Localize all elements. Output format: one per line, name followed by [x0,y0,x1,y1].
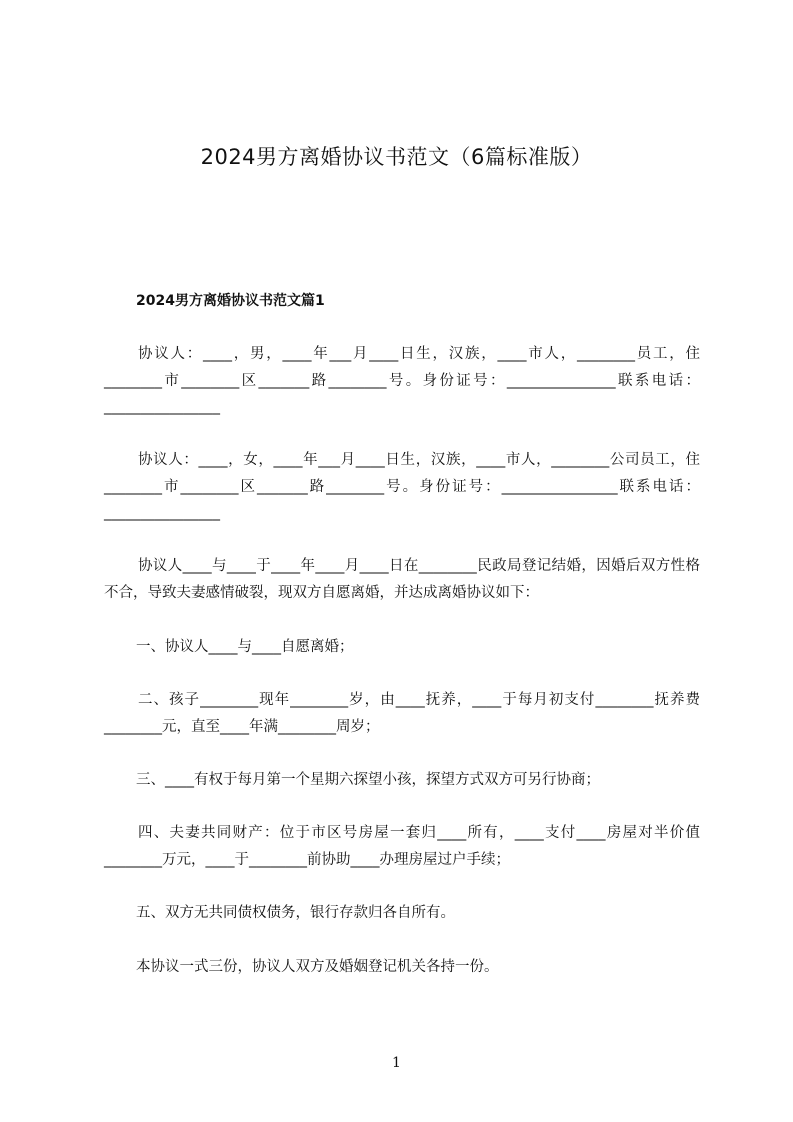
paragraph-clause-1: 一、协议人____与____自愿离婚； [136,639,354,655]
paragraph-copies: 本协议一式三份，协议人双方及婚姻登记机关各持一份。 [136,959,499,975]
paragraph-clause-3: 三、____有权于每月第一个星期六探望小孩，探望方式双方可另行协商； [136,772,600,788]
section-heading: 2024男方离婚协议书范文篇1 [136,293,325,309]
page-number: 1 [392,1055,401,1071]
paragraph-party-male: 协议人：____，男，____年___月____日生，汉族，____市人，________员工，住________市________区_______路________号。身份证号：_______________联系电话：________________ [104,346,700,415]
document-title: 2024男方离婚协议书范文（6篇标准版） [200,145,593,169]
paragraph-clause-4: 四、夫妻共同财产：位于市区号房屋一套归____所有，____支付____房屋对半价值________万元，____于________前协助____办理房屋过户手续； [104,825,700,868]
paragraph-marriage-registration: 协议人____与____于____年____月____日在________民政局登记结婚，因婚后双方性格不合，导致夫妻感情破裂，现双方自愿离婚，并达成离婚协议如下： [104,558,700,601]
paragraph-clause-2: 二、孩子________现年________岁，由____抚养，____于每月初支付________抚养费________元，直至____年满________周岁； [104,692,700,735]
paragraph-clause-5: 五、双方无共同债权债务，银行存款归各自所有。 [136,905,455,921]
paragraph-party-female: 协议人：____，女，____年___月____日生，汉族，____市人，________公司员工，住________市________区_______路________号。身份证号：________________联系电话：________________ [104,452,700,521]
